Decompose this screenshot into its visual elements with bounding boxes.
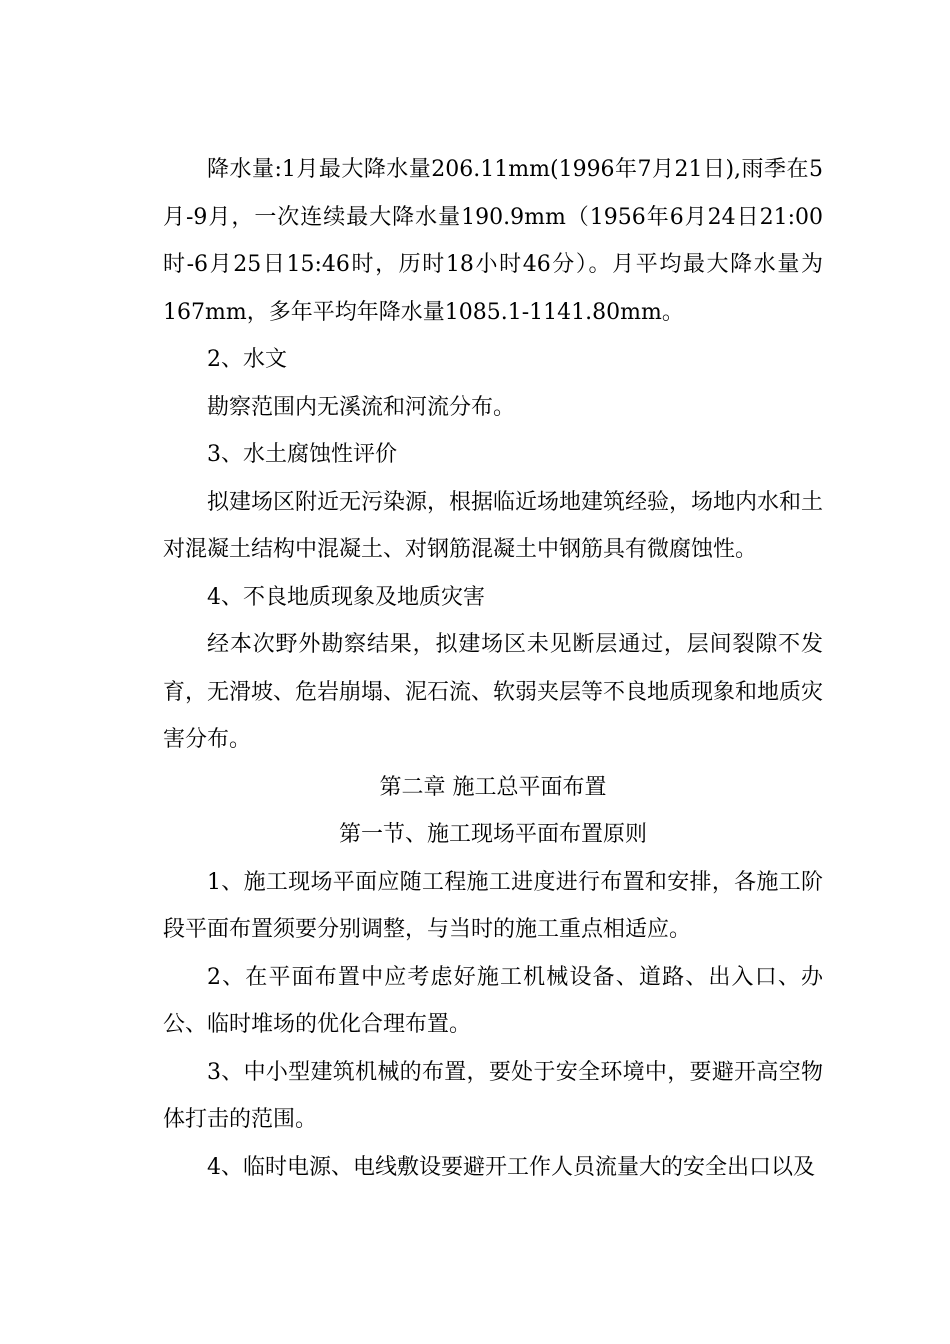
hydrology-heading: 2、水文 (207, 347, 287, 372)
principle-item: 3、中小型建筑机械的布置，要处于安全环境中，要避开高空物体打击的范围。 (163, 1059, 823, 1132)
principle-item: 4、临时电源、电线敷设要避开工作人员流量大的安全出口以及 (207, 1154, 815, 1180)
geohazard-heading: 4、不良地质现象及地质灾害 (207, 584, 485, 610)
geohazard-paragraph: 经本次野外勘察结果，拟建场区未见断层通过，层间裂隙不发育，无滑坡、危岩崩塌、泥石流、软弱夹层等不良地质现象和地质灾害分布。 (163, 632, 824, 752)
principle-item: 2、在平面布置中应考虑好施工机械设备、道路、出入口、办公、临时堆场的优化合理布置。 (163, 964, 823, 1037)
hydrology-paragraph: 勘察范围内无溪流和河流分布。 (207, 394, 516, 420)
corrosion-heading: 3、水土腐蚀性评价 (207, 442, 397, 467)
rainfall-paragraph: 降水量:1月最大降水量206.11mm(1996年7月21日),雨季在5月-9月，一次连续最大降水量190.9mm（1956年6月24日21:00时-6月25日15:46时，历时18小时46分）。月平均最大降水量为167mm，多年平均年降水量1085.1-1141.80mm。 (163, 157, 823, 325)
chapter-title: 第二章 施工总平面布置 (379, 774, 607, 800)
corrosion-paragraph: 拟建场区附近无污染源，根据临近场地建筑经验，场地内水和土对混凝土结构中混凝土、对钢筋混凝土中钢筋具有微腐蚀性。 (163, 489, 824, 562)
section-title: 第一节、施工现场平面布置原则 (338, 822, 647, 847)
document-body (163, 146, 823, 1191)
principle-item: 1、施工现场平面应随工程施工进度进行布置和安排，各施工阶段平面布置须要分别调整，与当时的施工重点相适应。 (163, 869, 823, 942)
